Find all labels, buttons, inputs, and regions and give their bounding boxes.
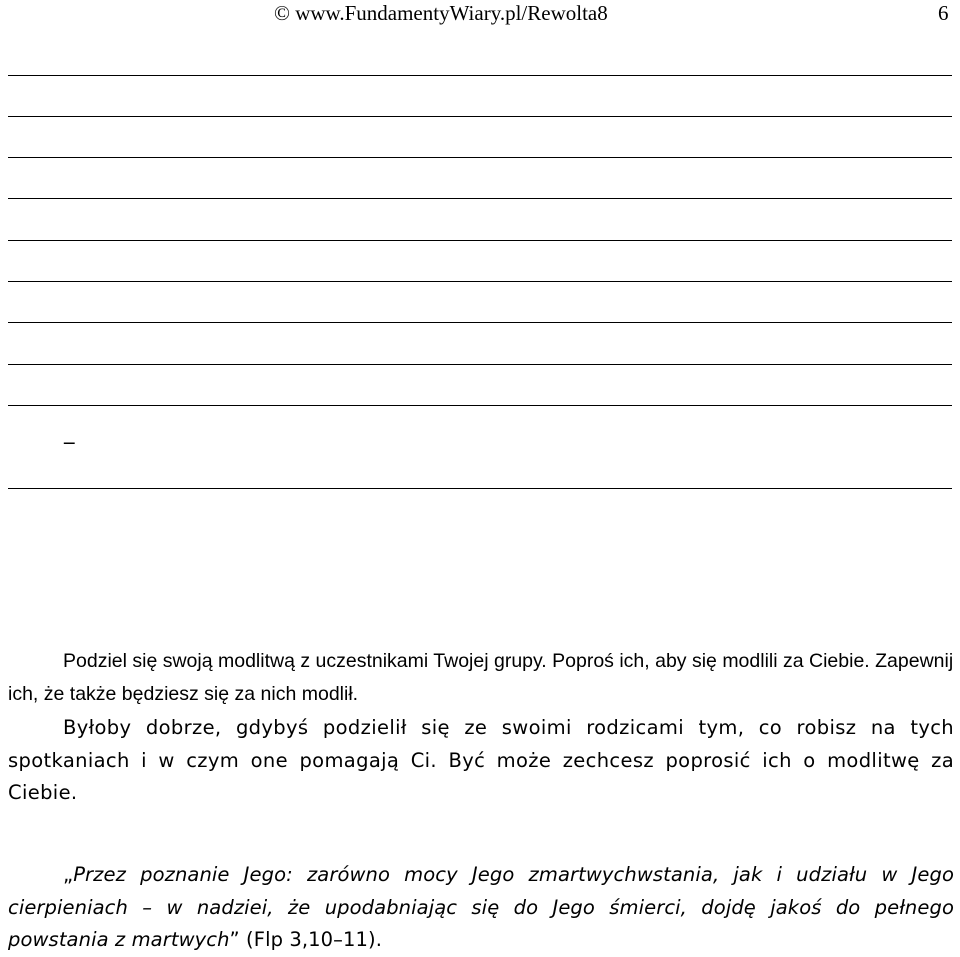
share-with-group-text: Podziel się swoją modlitwą z uczestnikami Twojej grupy. Poproś ich, aby się modlili za Ciebie. Zapewnij ich, że także będziesz się za nich modlił. [8, 650, 954, 705]
writing-line [8, 281, 952, 282]
quote-reference: (Flp 3,10–11). [239, 928, 383, 951]
quote-open-mark: „ [63, 863, 74, 886]
writing-line [8, 198, 952, 199]
writing-line [8, 488, 952, 489]
quote-text: Przez poznanie Jego: zarówno mocy Jego zmartwychwstania, jak i udziału w Jego cierpieniach – w nadziei, że upodabniając się do Jego śmierci, dojdę jakoś do pełnego powstania z martwych [8, 863, 954, 951]
quote-close-mark: ” [229, 928, 240, 951]
site-url: © www.FundamentyWiary.pl/Rewolta8 [274, 1, 608, 25]
share-with-parents-paragraph: Byłoby dobrze, gdybyś podzielił się ze swoimi rodzicami tym, co robisz na tych spotkaniach i w czym one pomagają Ci. Być może zechcesz poprosić ich o modlitwę za Ciebie. [8, 716, 954, 804]
writing-marker: _ [64, 420, 75, 444]
writing-line [8, 75, 952, 76]
page-number: 6 [938, 1, 949, 25]
share-with-group-paragraph [8, 645, 954, 710]
writing-line [8, 322, 952, 323]
writing-line [8, 116, 952, 117]
page-header [0, 0, 960, 30]
writing-line [8, 405, 952, 406]
writing-line [8, 240, 952, 241]
writing-line [8, 157, 952, 158]
writing-line [8, 364, 952, 365]
scripture-quote [8, 859, 954, 957]
